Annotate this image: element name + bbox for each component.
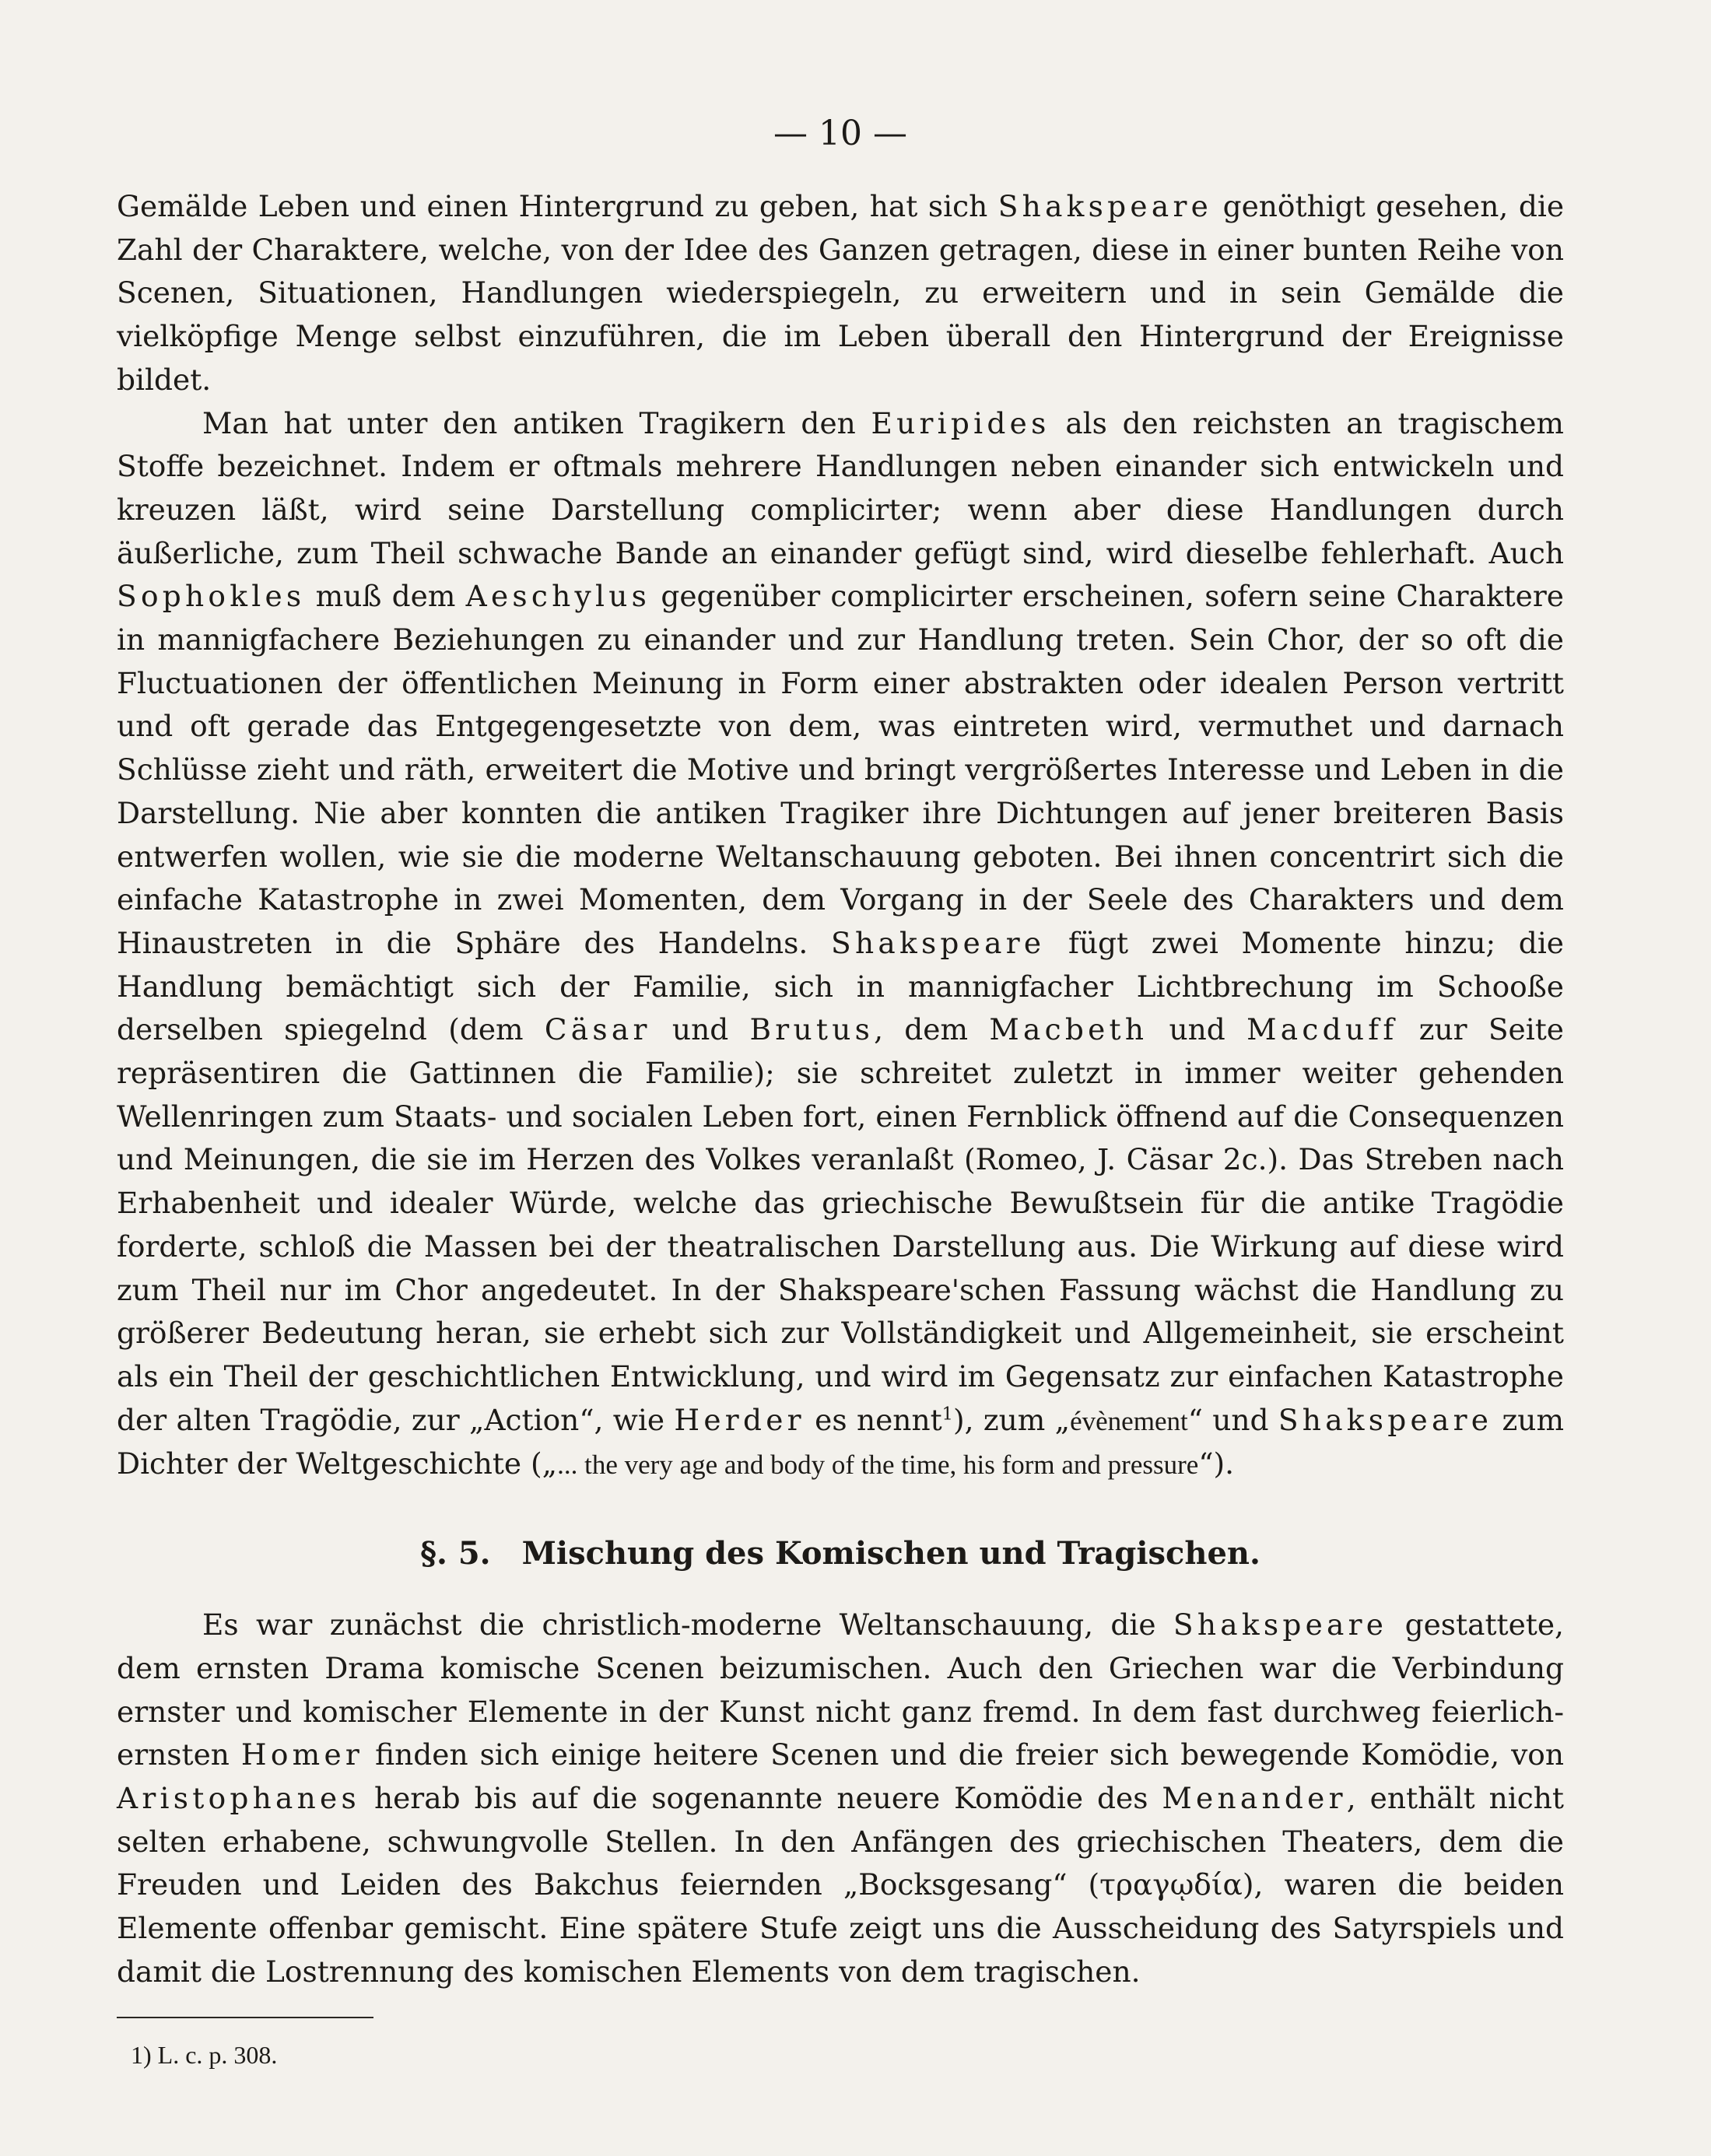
text-run: als den reichsten an tragischem Stoffe bezeichnet. Indem er oftmals mehrere Handlungen neben einander sich entwickeln und kreuzen läßt, wird seine Darstellung complicirter; wenn aber diese Handlungen durch äußerliche, zum Theil schwache Bande an einander gefügt sind, wird dieselbe fehlerhaft. Auch [117,405,1564,570]
book-page [117,114,1565,2070]
spaced-name-brutus: Brutus [749,1012,875,1047]
french-term-evenement: évènement [1070,1405,1188,1436]
spaced-name-macduff: Macduff [1246,1012,1398,1047]
footnote-rule [117,2017,373,2018]
text-run: zur Seite repräsentiren die Gattinnen die Familie); sie schreitet zuletzt in immer weiter gehenden Wellenringen zum Staats- und socialen Leben fort, einen Fernblick öffnend auf die Consequenzen und Meinungen, die sie im Herzen des Volkes veranlaßt (Romeo, J. Cäsar 2c.). Das Streben nach Erhabenheit und idealer Würde, welche das griechische Bewußtsein für die antike Tragödie forderte, schloß die Massen bei der theatralischen Darstellung aus. Die Wirkung auf diese wird zum Theil nur im Chor angedeutet. In der Shakspeare'schen Fassung wächst die Handlung zu größerer Bedeutung heran, sie erhebt sich zur Vollständigkeit und Allgemeinheit, sie erscheint als ein Theil der geschichtlichen Entwicklung, und wird im Gegensatz zur einfachen Katastrophe der alten Tragödie, zur „Action“, wie [117,1012,1564,1437]
page-number: — 10 — [773,114,907,153]
spaced-name-aristophanes: Aristophanes [117,1780,360,1815]
spaced-name-macbeth: Macbeth [989,1012,1148,1047]
text-run: Man hat unter den antiken Tragikern den [202,405,871,440]
text-run: “ und [1187,1402,1278,1437]
english-quotation: ... the very age and body of the time, his form and pressure [557,1450,1199,1481]
text-run: gestattete, dem ernsten Drama komische Scenen beizumischen. Auch den Griechen war die Verbindung ernster und komischer Elemente in der Kunst nicht ganz fremd. In dem fast durchweg feierlich-ernsten [117,1607,1564,1772]
spaced-name-euripides: Euripides [871,405,1050,440]
paragraph-mixing [117,1604,1564,1993]
text-run: herab bis auf die sogenannte neuere Komödie des [360,1780,1162,1815]
footnote-reference: 1 [941,1404,953,1425]
text-run: gegenüber complicirter erscheinen, sofern seine Charaktere in mannigfachere Beziehungen zu einander und zur Handlung treten. Sein Chor, der so oft die Fluctuationen der öffentlichen Meinung in Form einer abstrakten oder idealen Person vertritt und oft gerade das Entgegengesetzte von dem, was eintreten wird, vermuthet und darnach Schlüsse zieht und räth, erweitert die Motive und bringt vergrößertes Interesse und Leben in die Darstellung. Nie aber konnten die antiken Tragiker ihre Dichtungen auf jener breiteren Basis entwerfen wollen, wie sie die moderne Weltanschauung geboten. Bei ihnen concentrirt sich die einfache Katastrophe in zwei Momenten, dem Vorgang in der Seele des Charakters und dem Hinaustreten in die Sphäre des Handelns. [117,579,1564,960]
spaced-name-homer: Homer [240,1737,364,1772]
text-run: muß dem [305,579,466,614]
spaced-name-shakspeare: Shakspeare [997,189,1213,223]
section-number: §. 5. [420,1535,491,1572]
spaced-name-menander: Menander [1162,1780,1347,1815]
spaced-name-aeschylus: Aeschylus [465,579,651,614]
spaced-name-shakspeare: Shakspeare [1173,1607,1388,1642]
footnote: 1) L. c. p. 308. [131,2041,278,2070]
spaced-name-sophokles: Sophokles [117,579,306,614]
greek-term: τραγῳδία [1099,1867,1243,1902]
text-run: fügt zwei Momente hinzu; die Handlung bemächtigt sich der Familie, sich in mannigfacher Lichtbrechung im Schooße derselben spiegelnd (dem [117,925,1564,1047]
paragraph-continuation [117,185,1564,402]
text-run: Gemälde Leben und einen Hintergrund zu geben, hat sich [117,189,998,223]
paragraph-tragedians [117,402,1564,1488]
section-heading [117,1535,1564,1572]
spaced-name-shakspeare: Shakspeare [1278,1402,1493,1437]
text-run: finden sich einige heitere Scenen und die freier sich bewegende Komödie, von [363,1737,1564,1772]
text-run: zum Dichter der Weltgeschichte („ [117,1402,1565,1481]
text-run: und [650,1012,750,1047]
text-run: ), zum „ [953,1402,1071,1437]
spaced-name-shakspeare: Shakspeare [831,925,1046,960]
spaced-name-caesar: Cäsar [544,1012,651,1047]
section-title: Mischung des Komischen und Tragischen. [521,1535,1260,1572]
text-run: ), waren die beiden Elemente offenbar gemischt. Eine spätere Stufe zeigt uns die Ausscheidung des Satyrspiels und damit die Lostrennung des komischen Elements von dem tragischen. [117,1867,1564,1989]
text-run: , dem [874,1012,990,1047]
text-run: “). [1198,1446,1235,1481]
spaced-name-herder: Herder [674,1402,805,1437]
text-run: Es war zunächst die christlich-moderne Weltanschauung, die [202,1607,1173,1642]
text-run: , enthält nicht selten erhabene, schwungvolle Stellen. In den Anfängen des griechischen Theaters, dem die Freuden und Leiden des Bakchus feiernden „Bocksgesang“ ( [117,1780,1564,1902]
text-run: genöthigt gesehen, die Zahl der Charaktere, welche, von der Idee des Ganzen getragen, diese in einer bunten Reihe von Scenen, Situationen, Handlungen wiederspiegeln, zu erweitern und in sein Gemälde die vielköpfige Menge selbst einzuführen, die im Leben überall den Hintergrund der Ereignisse bildet. [117,189,1565,397]
text-run: es nennt [805,1402,942,1437]
text-run: und [1148,1012,1247,1047]
